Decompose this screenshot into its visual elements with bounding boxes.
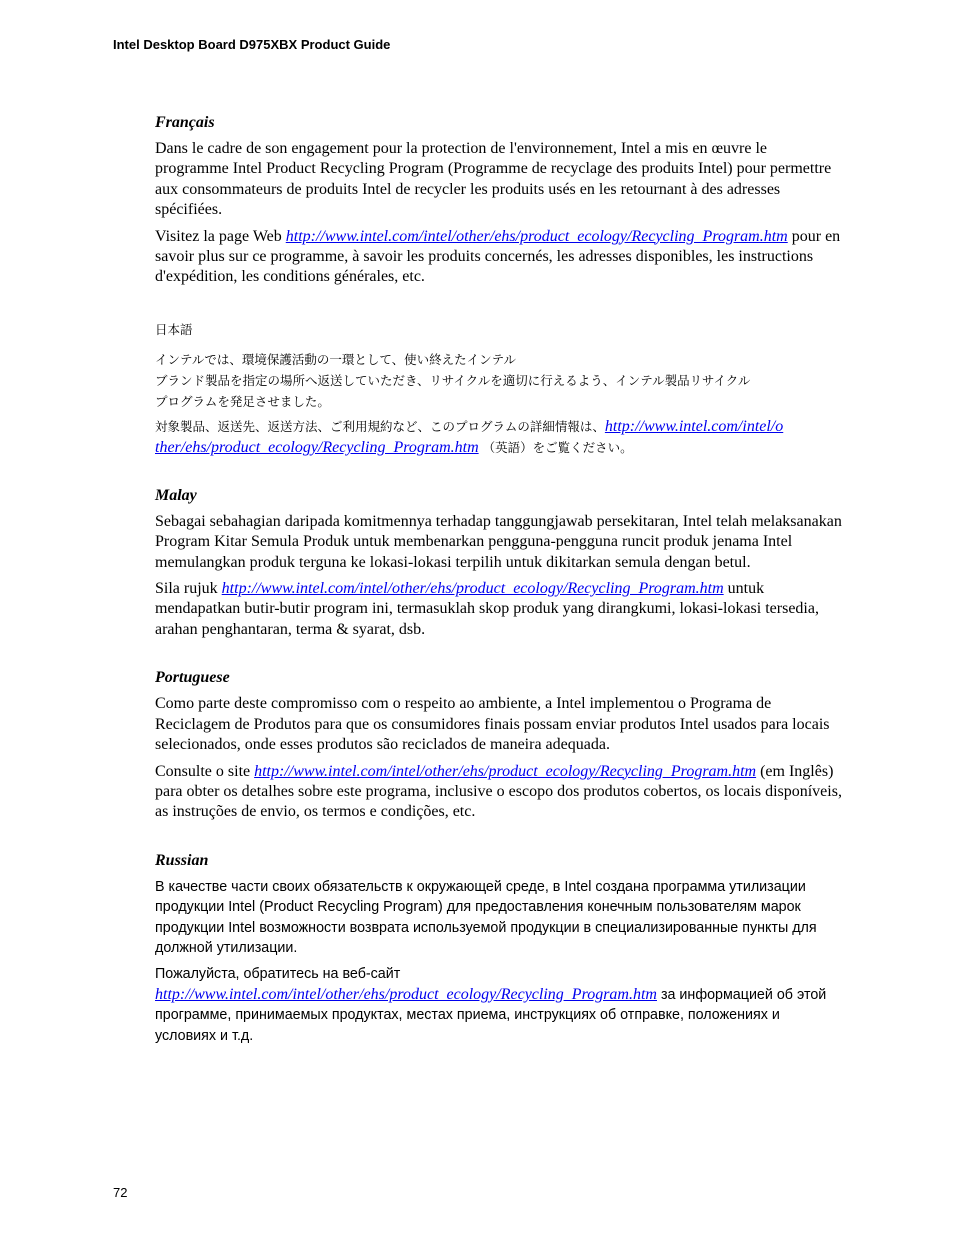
japanese-paragraph-2 (155, 416, 843, 458)
french-p2-before: Visitez la page Web (155, 227, 286, 245)
section-heading-french: Français (155, 114, 215, 131)
section-malay (155, 486, 843, 640)
french-paragraph-2 (155, 227, 843, 288)
malay-p2-before: Sila rujuk (155, 580, 222, 598)
page-content (155, 113, 843, 1074)
recycling-program-link-japanese-part-2[interactable]: ther/ehs/product_ecology/Recycling_Program.htm (155, 438, 479, 456)
french-p2-after: pour en savoir plus sur ce programme, à savoir les produits concernés, les adresses disponibles, les instructions d'expédition, les conditions générales, etc. (155, 227, 841, 286)
japanese-p2-after: （英語）をご覧ください。 (478, 439, 633, 455)
running-header: Intel Desktop Board D975XBX Product Guide (113, 37, 391, 52)
recycling-program-link-malay[interactable]: http://www.intel.com/intel/other/ehs/product_ecology/Recycling_Program.htm (221, 580, 724, 598)
section-japanese (155, 316, 843, 458)
section-heading-japanese: 日本語 (155, 321, 193, 337)
recycling-program-link-russian[interactable]: http://www.intel.com/intel/other/ehs/product_ecology/Recycling_Program.htm (155, 985, 657, 1003)
recycling-program-link-portuguese[interactable]: http://www.intel.com/intel/other/ehs/product_ecology/Recycling_Program.htm (254, 762, 757, 780)
russian-p2-before: Пожалуйста, обратитесь на веб-сайт (155, 966, 401, 983)
page-number: 72 (113, 1185, 128, 1200)
russian-paragraph-2 (155, 964, 843, 1046)
russian-p2-after: за информацией об этой программе, принимаемых продуктах, местах приема, инструкциях об отправке, положениях и условиях и т.д. (155, 986, 827, 1044)
section-heading-portuguese: Portuguese (155, 669, 230, 687)
section-heading-russian: Russian (155, 851, 209, 869)
russian-paragraph-1: В качестве части своих обязательств к окружающей среде, в Intel создана программа утилизации продукции Intel (Product Recycling Program) для предоставления конечным пользователям марок продукции Intel возможности возврата используемой продукции в специализированные пункты для должной утилизации. (155, 878, 817, 956)
japanese-paragraph-1 (155, 349, 843, 412)
portuguese-paragraph-1: Como parte deste compromisso com o respeito ao ambiente, a Intel implementou o Programa de Reciclagem de Produtos para que os consumidores finais possam enviar produtos Intel usados para locais selecionados, onde esses produtos são reciclados de maneira adequada. (155, 695, 830, 754)
french-paragraph-1: Dans le cadre de son engagement pour la protection de l'environnement, Intel a mis en œuvre le programme Intel Product Recycling Program (Programme de recyclage des produits Intel) pour permettre aux consommateurs de produits Intel de recycler les produits usés en les retournant à des adresses spécifiées. (155, 140, 832, 219)
section-russian (155, 851, 843, 1046)
recycling-program-link-japanese-part-1[interactable]: http://www.intel.com/intel/o (604, 417, 784, 435)
recycling-program-link-french[interactable]: http://www.intel.com/intel/other/ehs/product_ecology/Recycling_Program.htm (285, 227, 788, 245)
section-portuguese (155, 668, 843, 822)
japanese-p1-line-2: ブランド製品を指定の場所へ返送していただき、リサイクルを適切に行えるよう、インテル製品リサイクル (155, 372, 751, 388)
section-french (155, 113, 843, 288)
portuguese-p2-after: (em Inglês) para obter os detalhes sobre este programa, inclusive o escopo dos produtos cobertos, os locais disponíveis, as instruções de envio, os termos e condições, etc. (155, 762, 842, 821)
japanese-p2-before: 対象製品、返送先、返送方法、ご利用規約など、このプログラムの詳細情報は、 (155, 418, 605, 434)
portuguese-p2-before: Consulte o site (155, 762, 255, 780)
japanese-p1-line-1: インテルでは、環境保護活動の一環として、使い終えたインテル (155, 351, 517, 367)
japanese-p1-line-3: プログラムを発足させました。 (155, 393, 330, 409)
section-heading-malay: Malay (155, 486, 197, 504)
portuguese-paragraph-2 (155, 762, 843, 823)
malay-p2-after: untuk mendapatkan butir-butir program ini, termasuklah skop produk yang dirangkumi, lokasi-lokasi tersedia, arahan penghantaran, terma & syarat, dsb. (155, 580, 819, 638)
malay-paragraph-2 (155, 579, 843, 640)
malay-paragraph-1: Sebagai sebahagian daripada komitmennya terhadap tanggungjawab persekitaran, Intel telah melaksanakan Program Kitar Semula Produk untuk membenarkan pengguna-pengguna runcit produk jenama Intel memulangkan produk terguna ke lokasi-lokasi terpilih untuk dikitarkan semula dengan betul. (155, 512, 842, 571)
